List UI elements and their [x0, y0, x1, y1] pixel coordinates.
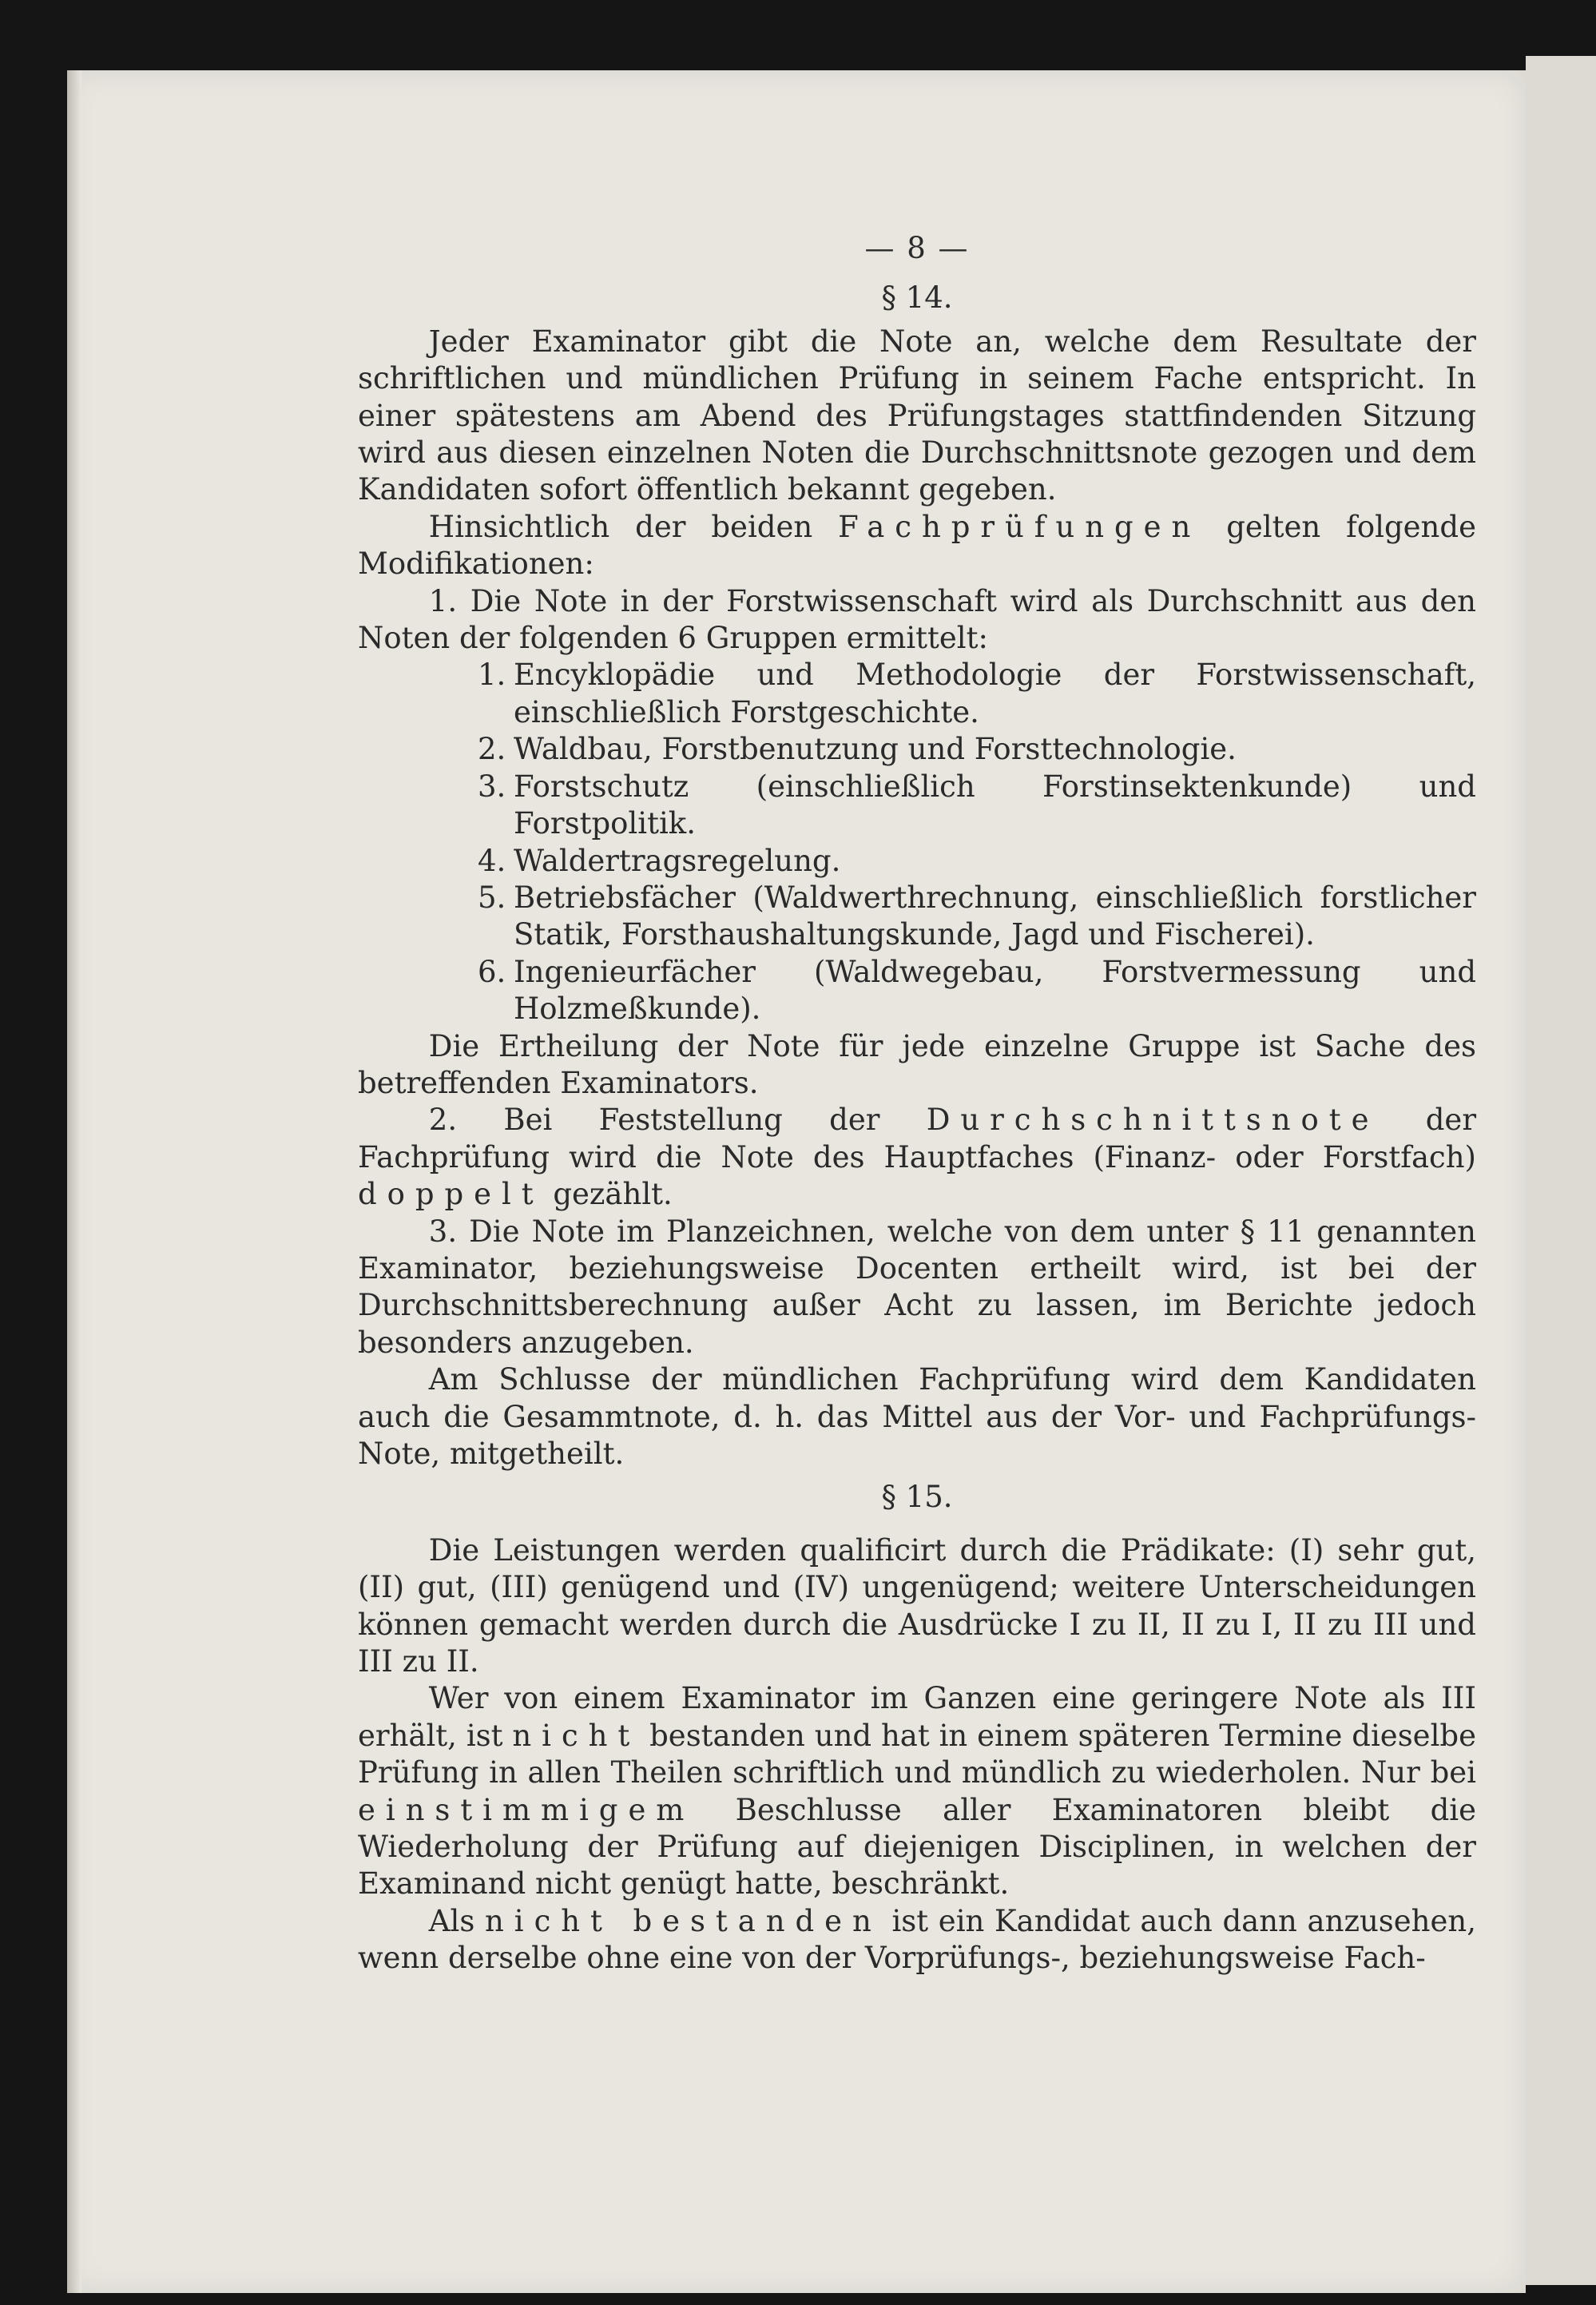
text-span: der Fachprüfung wird die Note des Hauptfaches (Finanz- oder Forstfach): [358, 1103, 1477, 1174]
list-item-text: Betriebsfächer (Waldwerthrechnung, einschließlich forstlicher Statik, Forsthaushaltungskunde, Jagd und Fischerei).: [514, 880, 1476, 952]
list-marker: 6.: [478, 954, 506, 989]
text-span: bestanden und hat in einem späteren Termine dieselbe Prüfung in allen Theilen schriftlich und mündlich zu wiederholen. Nur bei: [358, 1718, 1476, 1790]
text-span: Beschlusse aller Examinatoren bleibt die Wiederholung der Prüfung auf diejenigen Disciplinen, in welchen der Examinand nicht genügt hatte, beschränkt.: [358, 1792, 1476, 1902]
list-item-text: Waldbau, Forstbenutzung und Forsttechnologie.: [514, 732, 1237, 767]
list-item-text: Waldertragsregelung.: [514, 843, 841, 878]
text-span: gezählt.: [543, 1177, 673, 1212]
s14-paragraph-2: [358, 509, 1476, 583]
text-span: Hinsichtlich der beiden: [428, 509, 839, 544]
adjacent-page-edge: [1526, 56, 1596, 2285]
list-item-text: Encyklopädie und Methodologie der Forstwissenschaft, einschließlich Forstgeschichte.: [514, 658, 1476, 729]
emphasis-spaced: Durchschnittsnote: [926, 1103, 1380, 1138]
list-marker: 3.: [478, 769, 506, 804]
group-list-item: [358, 657, 1476, 731]
s15-paragraph-3: [358, 1903, 1476, 1977]
text-span: 2. Bei Feststellung der: [428, 1103, 927, 1138]
group-list-item: [358, 843, 1476, 880]
group-list-item: [358, 954, 1476, 1028]
page-number: — 8 —: [864, 231, 970, 265]
s15-paragraph-2: [358, 1680, 1476, 1902]
s14-paragraph-3: 1. Die Note in der Forstwissenschaft wird als Durchschnitt aus den Noten der folgenden 6 Gruppen ermittelt:: [358, 583, 1476, 656]
emphasis-spaced: doppelt: [358, 1177, 544, 1212]
s14-paragraph-5: [358, 1102, 1476, 1213]
list-marker: 5.: [478, 880, 506, 915]
text-span: gelten folgende Modifikationen:: [358, 509, 1476, 582]
text-span: ist ein Kandidat auch dann anzusehen, wenn derselbe ohne eine von der Vorprüfungs-, beziehungsweise Fach-: [358, 1903, 1476, 1976]
emphasis-spaced: einstimmigem: [358, 1792, 695, 1827]
document-page: [67, 70, 1526, 2293]
group-list-item: [358, 880, 1476, 954]
emphasis-spaced: nicht: [512, 1718, 641, 1753]
section-heading-14: § 14.: [881, 280, 953, 316]
text-span: Als: [428, 1903, 486, 1938]
list-item-text: Ingenieurfächer (Waldwegebau, Forstvermessung und Holzmeßkunde).: [514, 954, 1476, 1027]
list-marker: 4.: [478, 843, 506, 878]
s14-paragraph-4: Die Ertheilung der Note für jede einzelne Gruppe ist Sache des betreffenden Examinators.: [358, 1028, 1476, 1100]
binding-gutter: [67, 70, 81, 2293]
section-heading-15: § 15.: [881, 1480, 953, 1515]
list-item-text: Forstschutz (einschließlich Forstinsektenkunde) und Forstpolitik.: [514, 769, 1476, 841]
text-span: Wer von einem Examinator im Ganzen eine geringere Note als III erhält, ist: [358, 1681, 1476, 1753]
group-list-item: [358, 769, 1476, 843]
emphasis-spaced: nicht bestanden: [485, 1903, 882, 1938]
s14-paragraph-6: 3. Die Note im Planzeichnen, welche von dem unter § 11 genannten Examinator, beziehungsweise Docenten ertheilt wird, ist bei der Durchschnittsberechnung außer Acht zu lassen, im Berichte jedoch besonders anzugeben.: [358, 1214, 1476, 1360]
s14-paragraph-1: Jeder Examinator gibt die Note an, welche dem Resultate der schriftlichen und mündlichen Prüfung in seinem Fache entspricht. In einer spätestens am Abend des Prüfungstages stattfindenden Sitzung wird aus diesen einzelnen Noten die Durchschnittsnote gezogen und dem Kandidaten sofort öffentlich bekannt gegeben.: [358, 324, 1476, 507]
list-marker: 1.: [478, 658, 506, 693]
s15-paragraph-1: Die Leistungen werden qualificirt durch die Prädikate: (I) sehr gut, (II) gut, (III) genügend und (IV) ungenügend; weitere Unterscheidungen können gemacht werden durch die Ausdrücke I zu II, II zu I, II zu III und III zu II.: [358, 1532, 1476, 1679]
spacer: [358, 1523, 1476, 1532]
page-text: [358, 230, 1476, 1977]
emphasis-spaced: Fachprüfungen: [838, 509, 1201, 544]
group-list-item: [358, 731, 1476, 768]
s14-paragraph-7: Am Schlusse der mündlichen Fachprüfung wird dem Kandidaten auch die Gesammtnote, d. h. das Mittel aus der Vor- und Fachprüfungs-Note, mitgetheilt.: [358, 1362, 1476, 1471]
list-marker: 2.: [478, 732, 506, 767]
